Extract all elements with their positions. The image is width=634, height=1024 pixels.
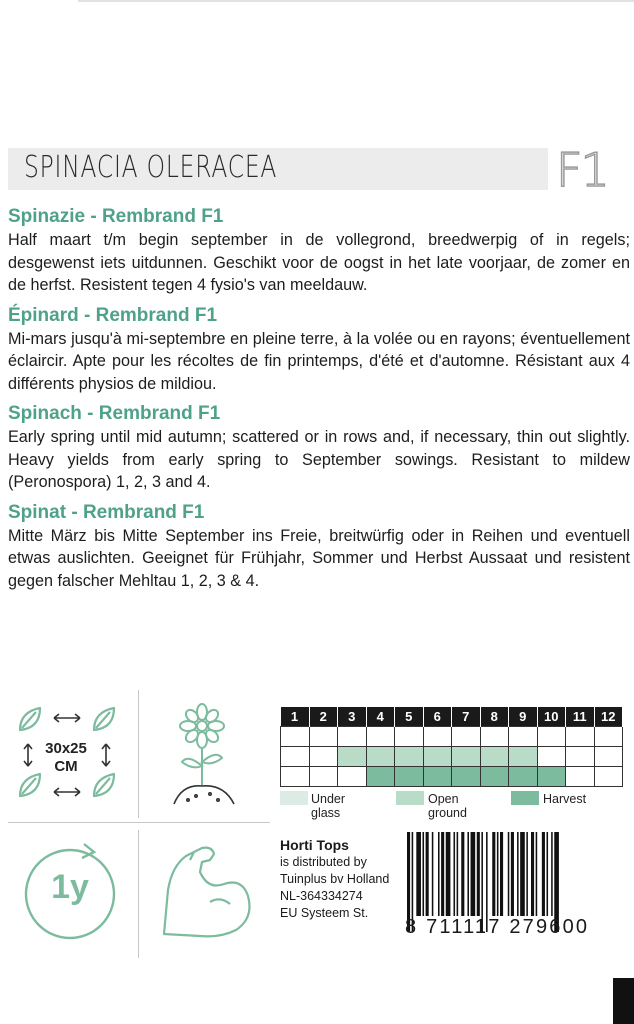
legend-swatch-open-ground (396, 791, 424, 805)
section-title: Spinat - Rembrand F1 (8, 501, 205, 523)
calendar-month-header (281, 707, 623, 727)
f1-badge: F1 (556, 143, 608, 197)
month-cell: 2 (309, 707, 338, 727)
spacing-unit: CM (54, 758, 78, 775)
section-body: Early spring until mid autumn; scattered or in rows and, if necessary, thin out slightly. Heavy yields from early spring to September sowings. Resistant to mildew (Peronospora) 1, 2, 3 and 4. (8, 428, 630, 491)
lifespan-label: 1y (51, 868, 89, 906)
month-cell: 8 (480, 707, 509, 727)
month-cell: 11 (566, 707, 595, 727)
section-title: Spinazie - Rembrand F1 (8, 206, 224, 227)
icon-divider-vertical (138, 690, 139, 818)
sowing-calendar (280, 707, 623, 787)
distributor-line: EU Systeem St. (280, 906, 369, 920)
top-rule (78, 0, 634, 2)
month-cell: 6 (423, 707, 452, 727)
strong-arm-icon (150, 838, 262, 950)
section-title: Spinach - Rembrand F1 (8, 403, 221, 424)
latin-name: SPINACIA OLERACEA (24, 150, 278, 185)
month-cell: 3 (338, 707, 367, 727)
month-cell: 4 (366, 707, 395, 727)
black-edge-tab (613, 978, 634, 1024)
barcode-digits: 8 711117 279600 (405, 916, 590, 938)
brand-name: Horti Tops (280, 837, 349, 853)
section-body: Mi-mars jusqu'à mi-septembre en pleine terre, à la volée ou en rayons; éventuellement éclaircir. Apte pour les récoltes de fin printemps, d'été et d'automne. Résistant aux 4 différents physios de mildiou. (8, 329, 630, 393)
distributor-line: NL-364334274 (280, 889, 363, 903)
spacing-value: 30x25 (45, 740, 87, 757)
calendar-row-open-ground (281, 747, 623, 767)
month-cell: 9 (509, 707, 538, 727)
legend-label-harvest: Harvest (543, 792, 587, 806)
month-cell: 1 (281, 707, 310, 727)
month-cell: 10 (537, 707, 566, 727)
distributor-line: Tuinplus bv Holland (280, 872, 390, 886)
section-french (8, 304, 630, 396)
icon-divider-horizontal (8, 822, 270, 823)
section-german (8, 501, 630, 593)
spacing-label (36, 740, 96, 776)
legend-swatch-harvest (511, 791, 539, 805)
legend-label-open-ground: Open ground (428, 792, 467, 820)
section-title: Épinard - Rembrand F1 (8, 304, 218, 326)
section-dutch (8, 205, 630, 297)
month-cell: 12 (594, 707, 623, 727)
calendar-row-harvest (281, 767, 623, 787)
distributor-line: is distributed by (280, 855, 367, 869)
legend-label-under-glass: Under glass (311, 792, 346, 820)
section-english (8, 402, 630, 494)
calendar-row-under-glass (281, 727, 623, 747)
section-body: Mitte März bis Mitte September ins Freie, breitwürfig oder in Reihen und eventuell etwas auslichten. Geeignet für Frühjahr, Sommer und Herbst Aussaat und resistent gegen falscher Mehltau 1, 2, 3 & 4. (8, 526, 630, 590)
description-sections (8, 205, 630, 599)
icon-divider-vertical (138, 830, 139, 958)
legend-swatch-under-glass (280, 791, 308, 805)
section-body: Half maart t/m begin september in de vollegrond, breedwerpig of in regels; desgewenst iets uitdunnen. Geschikt voor de oogst in het late voorjaar, de zomer en de herfst. Resistent tegen 4 fysio's van meeldauw. (8, 231, 630, 294)
month-cell: 5 (395, 707, 424, 727)
sprouting-plant-icon (152, 700, 262, 814)
month-cell: 7 (452, 707, 481, 727)
distributor-info (280, 837, 389, 922)
